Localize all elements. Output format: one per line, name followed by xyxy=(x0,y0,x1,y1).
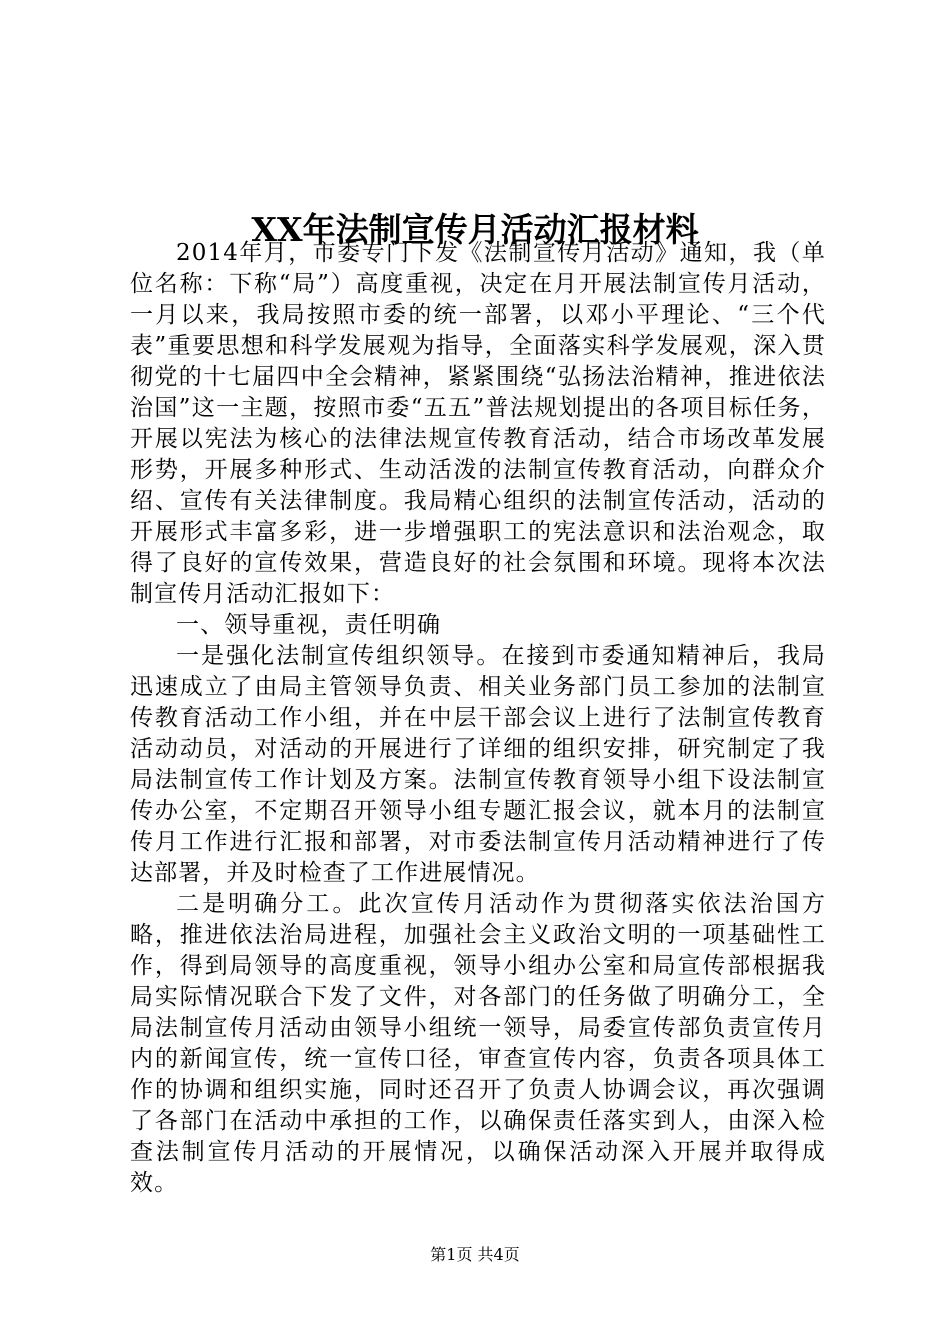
page-footer: 第1页 共4页 xyxy=(430,1245,520,1264)
section-heading-1: 一、领导重视，责任明确 xyxy=(176,612,442,638)
intro-paragraph: 2014年月，市委专门下发《法制宣传月活动》通知，我（单位名称：下称“局”）高度重视，决定在月开展法制宣传月活动，一月以来，我局按照市委的统一部署，以邓小平理论、“三个代表”重要思想和科学发展观为指导，全面落实科学发展观，深入贯彻党的十七届四中全会精神，紧紧围绕“弘扬法治精神，推进依法治国”这一主题，按照市委“五五”普法规划提出的各项目标任务，开展以宪法为核心的法律法规宣传教育活动，结合市场改革发展形势，开展多种形式、生动活泼的法制宣传教育活动，向群众介绍、宣传有关法律制度。我局精心组织的法制宣传活动，活动的开展形式丰富多彩，进一步增强职工的宪法意识和法治观念，取得了良好的宣传效果，营造良好的社会氛围和环境。现将本次法制宣传月活动汇报如下： xyxy=(130,240,826,607)
document-body xyxy=(130,238,826,1199)
section-1-paragraph-1: 一是强化法制宣传组织领导。在接到市委通知精神后，我局迅速成立了由局主管领导负责、相关业务部门员工参加的法制宣传教育活动工作小组，并在中层干部会议上进行了法制宣传教育活动动员，对活动的开展进行了详细的组织安排，研究制定了我局法制宣传工作计划及方案。法制宣传教育领导小组下设法制宣传办公室，不定期召开领导小组专题汇报会议，就本月的法制宣传月工作进行汇报和部署，对市委法制宣传月活动精神进行了传达部署，并及时检查了工作进展情况。 xyxy=(130,643,826,886)
section-1-paragraph-2: 二是明确分工。此次宣传月活动作为贯彻落实依法治国方略，推进依法治局进程，加强社会主义政治文明的一项基础性工作，得到局领导的高度重视，领导小组办公室和局宣传部根据我局实际情况联合下发了文件，对各部门的任务做了明确分工，全局法制宣传月活动由领导小组统一领导，局委宣传部负责宣传月内的新闻宣传，统一宣传口径，审查宣传内容，负责各项具体工作的协调和组织实施，同时还召开了负责人协调会议，再次强调了各部门在活动中承担的工作，以确保责任落实到人，由深入检查法制宣传月活动的开展情况，以确保活动深入开展并取得成效。 xyxy=(130,891,826,1196)
page-title: XX年法制宣传月活动汇报材料 xyxy=(251,210,699,250)
